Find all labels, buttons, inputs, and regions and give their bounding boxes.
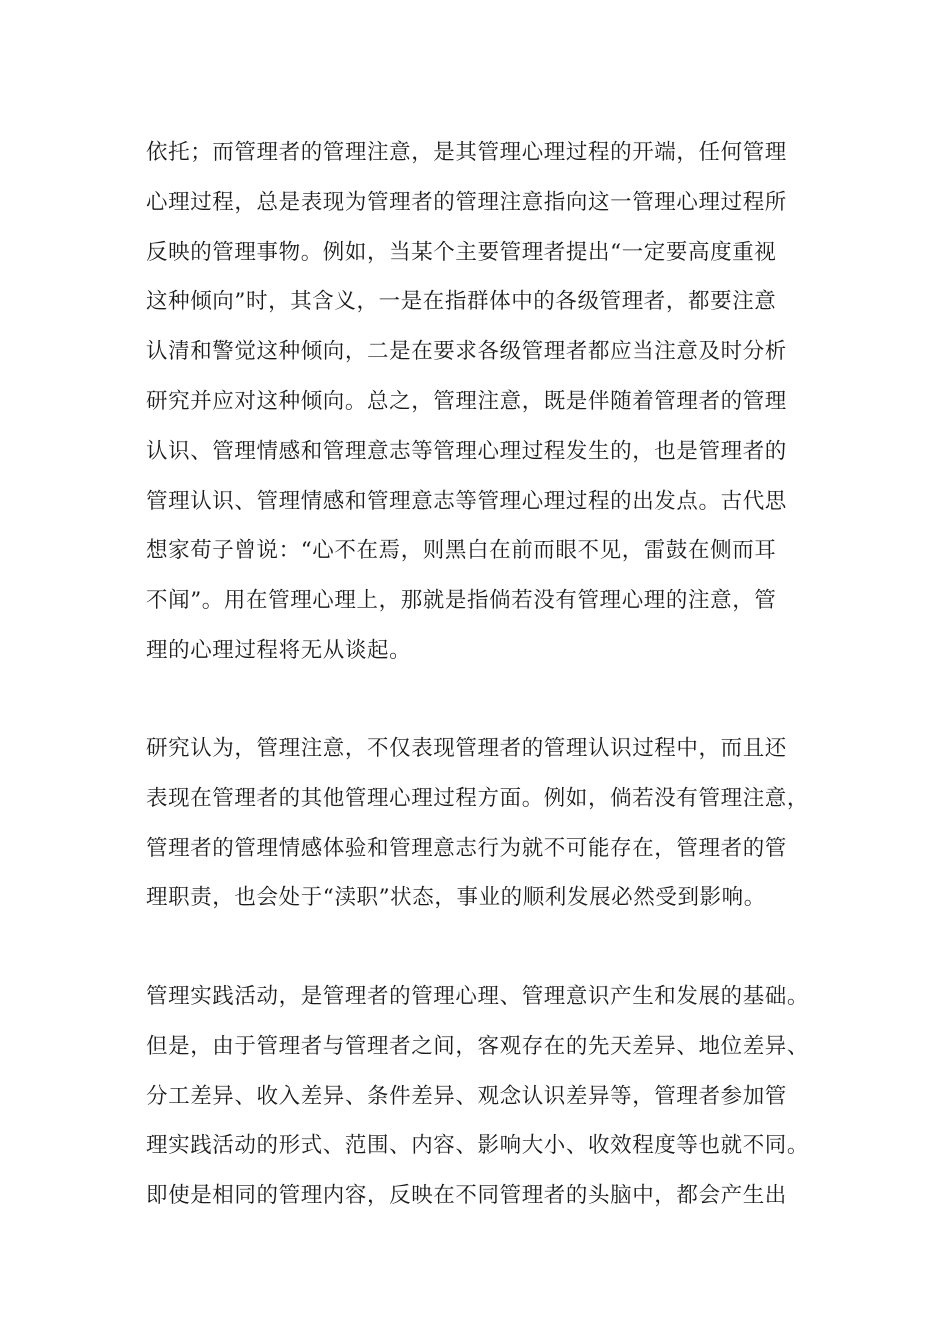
text-line: 管理者的管理情感体验和管理意志行为就不可能存在，管理者的管 [146,835,787,861]
text-line: 反映的管理事物。例如，当某个主要管理者提出“一定要高度重视 [146,239,777,265]
paragraph-1 [146,128,836,676]
text-line: 但是，由于管理者与管理者之间，客观存在的先天差异、地位差异、 [146,1033,810,1059]
text-line: 表现在管理者的其他管理心理过程方面。例如，倘若没有管理注意， [146,785,810,811]
text-line: 这种倾向”时，其含义，一是在指群体中的各级管理者，都要注意 [146,289,777,315]
text-line: 认清和警觉这种倾向，二是在要求各级管理者都应当注意及时分析 [146,339,787,365]
text-line: 管理实践活动，是管理者的管理心理、管理意识产生和发展的基础。 [146,984,810,1009]
text-line: 依托；而管理者的管理注意，是其管理心理过程的开端，任何管理 [146,140,787,165]
text-line: 不闻”。用在管理心理上，那就是指倘若没有管理心理的注意，管 [146,588,777,614]
text-line: 即使是相同的管理内容，反映在不同管理者的头脑中，都会产生出 [146,1183,787,1209]
text-line: 心理过程，总是表现为管理者的管理注意指向这一管理心理过程所 [146,189,787,215]
text-line: 分工差异、收入差异、条件差异、观念认识差异等，管理者参加管 [146,1083,787,1109]
paragraph-2 [146,724,836,923]
text-line: 管理认识、管理情感和管理意志等管理心理过程的出发点。古代思 [146,488,787,514]
text-line: 研究并应对这种倾向。总之，管理注意，既是伴随着管理者的管理 [146,388,787,414]
text-line: 理的心理过程将无从谈起。 [146,637,412,663]
text-line: 理实践活动的形式、范围、内容、影响大小、收效程度等也就不同。 [146,1133,810,1159]
text-line: 认识、管理情感和管理意志等管理心理过程发生的，也是管理者的 [146,438,787,464]
text-line: 研究认为，管理注意，不仅表现管理者的管理认识过程中，而且还 [146,736,787,761]
paragraph-3 [146,972,836,1221]
text-line: 想家荀子曾说：“心不在焉，则黑白在前而眼不见，雷鼓在侧而耳 [146,538,777,564]
text-line: 理职责，也会处于“渎职”状态，事业的顺利发展必然受到影响。 [146,885,766,911]
